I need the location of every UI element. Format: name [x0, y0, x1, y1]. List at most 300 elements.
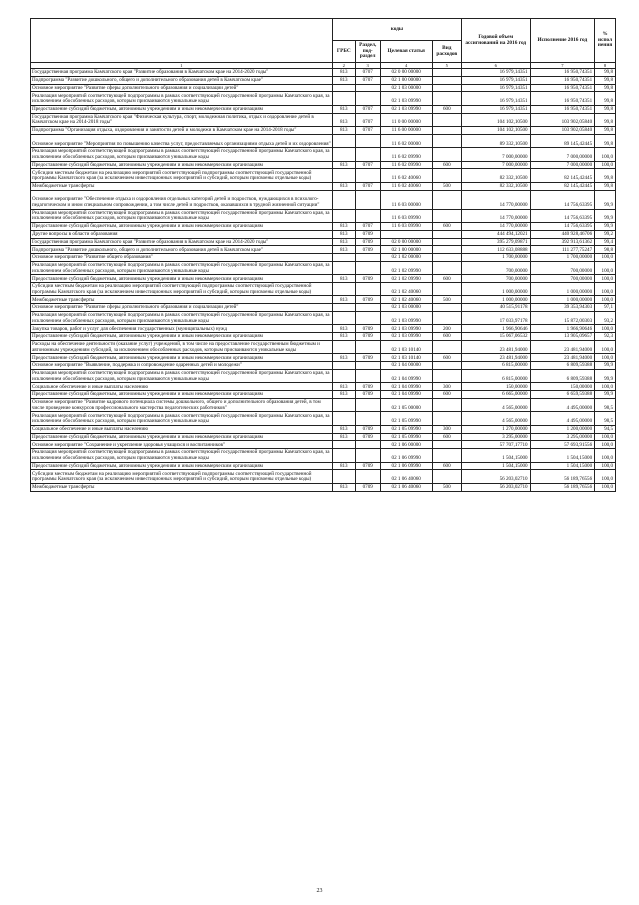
executed-amount-cell: 82 145,42445: [530, 182, 595, 190]
percent-cell: 100,0: [595, 449, 616, 462]
row-name-cell: Государственная программа Камчатского края "Развитие образования в Камчатском крае на 2014-2020 годы": [31, 69, 333, 77]
target-article-cell: 02 1 04 09990: [380, 383, 432, 391]
percent-cell: 100,0: [595, 462, 616, 470]
section-cell: [355, 304, 380, 312]
table-row: [31, 182, 616, 190]
target-article-cell: 02 1 05 09990: [380, 433, 432, 441]
target-article-cell: 02 1 03 09990: [380, 312, 432, 325]
annual-amount-cell: 16 979,14351: [461, 76, 530, 84]
percent-cell: 92,3: [595, 333, 616, 341]
row-name-cell: Другие вопросы в области образования: [31, 230, 333, 238]
executed-amount-cell: 1 700,00000: [530, 254, 595, 262]
expense-type-cell: [432, 92, 461, 105]
table-row: [31, 296, 616, 304]
section-cell: 0709: [355, 483, 380, 491]
target-article-cell: 02 1 00 00000: [380, 246, 432, 254]
percent-cell: 99,8: [595, 84, 616, 92]
row-name-cell: Подпрограмма "Развитие дошкольного, общего и дополнительного образования детей в Камчатском крае": [31, 76, 333, 84]
annual-amount-cell: 1 000,00000: [461, 283, 530, 296]
section-cell: 0709: [355, 462, 380, 470]
grbs-cell: 813: [332, 333, 355, 341]
section-header: Раздел, под-раздел: [355, 41, 380, 63]
expense-type-cell: [432, 470, 461, 483]
expense-type-cell: 300: [432, 425, 461, 433]
table-row: [31, 412, 616, 425]
grbs-cell: 813: [332, 238, 355, 246]
section-cell: 0707: [355, 105, 380, 113]
row-name-cell: Предоставление субсидий бюджетным, автономным учреждениям и иным некоммерческим организациям: [31, 391, 333, 399]
percent-cell: 94,5: [595, 425, 616, 433]
target-article-cell: 02 1 03 10140: [380, 341, 432, 354]
executed-amount-cell: 14 756,63395: [530, 209, 595, 222]
annual-amount-cell: 6 815,00000: [461, 370, 530, 383]
section-cell: [355, 261, 380, 274]
section-cell: 0709: [355, 425, 380, 433]
section-cell: 0709: [355, 246, 380, 254]
column-number: 8: [595, 63, 616, 69]
annual-amount-cell: 16 979,14351: [461, 92, 530, 105]
target-article-cell: 02 1 03 09990: [380, 333, 432, 341]
annual-amount-cell: 6 815,00000: [461, 362, 530, 370]
table-row: [31, 462, 616, 470]
section-cell: [355, 441, 380, 449]
row-name-cell: Подпрограмма "Развитие дошкольного, общего и дополнительного образования детей в Камчатском крае": [31, 246, 333, 254]
percent-cell: 100,0: [595, 354, 616, 362]
percent-cell: 99,9: [595, 222, 616, 230]
section-cell: [355, 84, 380, 92]
expense-type-cell: 600: [432, 354, 461, 362]
table-row: [31, 425, 616, 433]
section-cell: [355, 470, 380, 483]
executed-amount-cell: 16 950,74351: [530, 105, 595, 113]
section-cell: [355, 449, 380, 462]
target-article-cell: 02 1 03 09990: [380, 105, 432, 113]
table-row: [31, 222, 616, 230]
expense-type-cell: [432, 238, 461, 246]
expense-type-cell: 500: [432, 182, 461, 190]
percent-cell: 99,8: [595, 169, 616, 182]
row-name-cell: Реализация мероприятий соответствующей подпрограммы в рамках соответствующей государственной программы Камчатского края, за исключением обособленных расходов, которым присваиваются уникальные коды: [31, 449, 333, 462]
annual-amount-cell: 4 565,00000: [461, 412, 530, 425]
executed-amount-cell: 57 693,91556: [530, 441, 595, 449]
row-name-cell: Предоставление субсидий бюджетным, автономным учреждениям и иным некоммерческим организациям: [31, 354, 333, 362]
target-article-cell: 11 6 02 09990: [380, 161, 432, 169]
annual-amount-cell: 1 504,15000: [461, 449, 530, 462]
section-cell: [355, 190, 380, 209]
executed-amount-cell: 6 809,59388: [530, 362, 595, 370]
section-cell: 0709: [355, 275, 380, 283]
percent-cell: 100,0: [595, 341, 616, 354]
percent-cell: 99,9: [595, 190, 616, 209]
grbs-cell: [332, 362, 355, 370]
annual-amount-cell: 104 102,10500: [461, 126, 530, 134]
target-article-cell: 02 1 05 09990: [380, 412, 432, 425]
page-number: 23: [316, 888, 323, 894]
codes-header: коды: [332, 19, 461, 41]
table-row: [31, 238, 616, 246]
percent-cell: 99,9: [595, 370, 616, 383]
target-article-cell: 11 6 00 00000: [380, 126, 432, 134]
table-row: [31, 441, 616, 449]
row-name-cell: Реализация мероприятий соответствующей подпрограммы в рамках соответствующей государственной программы Камчатского края, за исключением обособленных расходов, которым присваиваются уникальные коды: [31, 209, 333, 222]
expense-type-cell: [432, 441, 461, 449]
expense-type-cell: [432, 449, 461, 462]
expense-type-cell: 500: [432, 296, 461, 304]
executed-amount-cell: 1 966,90646: [530, 325, 595, 333]
target-article-cell: 02 1 00 00000: [380, 76, 432, 84]
percent-cell: 100,0: [595, 433, 616, 441]
table-row: [31, 370, 616, 383]
row-name-cell: Межбюджетные трансферты: [31, 182, 333, 190]
grbs-cell: [332, 261, 355, 274]
row-name-cell: Основное мероприятие "Развитие кадрового потенциала системы дошкольного, общего и дополнительного образования детей, в том числе проведение конкурсов профессионального мастерства педагогических работников": [31, 399, 333, 412]
annual-amount-cell: 1 000,00000: [461, 296, 530, 304]
annual-amount-cell: 16 979,14351: [461, 84, 530, 92]
percent-cell: 100,0: [595, 254, 616, 262]
row-name-cell: Основное мероприятие "Сохранение и укрепление здоровья учащихся и воспитанников": [31, 441, 333, 449]
section-cell: 0707: [355, 182, 380, 190]
executed-amount-cell: 1 000,00000: [530, 296, 595, 304]
section-cell: 0709: [355, 230, 380, 238]
section-cell: [355, 254, 380, 262]
executed-amount-cell: 39 353,94303: [530, 304, 595, 312]
table-row: [31, 304, 616, 312]
grbs-cell: 813: [332, 433, 355, 441]
grbs-cell: 813: [332, 483, 355, 491]
executed-amount-cell: 23 481,94000: [530, 341, 595, 354]
executed-amount-cell: 89 145,42445: [530, 134, 595, 147]
row-name-cell: Субсидии местным бюджетам на реализацию мероприятий соответствующей подпрограммы соответствующей государственной программы Камчатского края (за исключением инвестиционных мероприятий и субсидий, которым присвоены отдельные коды): [31, 283, 333, 296]
expense-type-cell: [432, 69, 461, 77]
grbs-cell: 813: [332, 425, 355, 433]
percent-cell: 99,4: [595, 238, 616, 246]
expense-type-cell: [432, 113, 461, 126]
percent-cell: 99,8: [595, 113, 616, 126]
expense-type-cell: [432, 84, 461, 92]
annual-amount-cell: 6 665,00000: [461, 391, 530, 399]
annual-amount-cell: 17 033,97178: [461, 312, 530, 325]
table-row: [31, 161, 616, 169]
table-row: [31, 230, 616, 238]
table-row: [31, 399, 616, 412]
percent-cell: 98,5: [595, 412, 616, 425]
section-cell: [355, 399, 380, 412]
annual-amount-cell: 40 515,91178: [461, 304, 530, 312]
executed-amount-cell: 700,00000: [530, 261, 595, 274]
executed-amount-cell: 14 756,63395: [530, 190, 595, 209]
expense-type-cell: [432, 370, 461, 383]
target-article-cell: 02 1 02 09990: [380, 275, 432, 283]
target-article-cell: 11 6 02 40060: [380, 182, 432, 190]
target-article-cell: 11 6 02 40060: [380, 169, 432, 182]
table-row: [31, 254, 616, 262]
row-name-cell: Межбюджетные трансферты: [31, 483, 333, 491]
expense-type-cell: [432, 230, 461, 238]
percent-cell: 100,0: [595, 161, 616, 169]
grbs-cell: 813: [332, 230, 355, 238]
target-article-cell: 11 6 03 00000: [380, 190, 432, 209]
grbs-cell: [332, 283, 355, 296]
section-cell: 0709: [355, 433, 380, 441]
target-article-cell: [380, 230, 432, 238]
expense-type-cell: [432, 304, 461, 312]
grbs-cell: [332, 470, 355, 483]
table-row: [31, 69, 616, 77]
grbs-cell: 813: [332, 113, 355, 126]
grbs-cell: 813: [332, 391, 355, 399]
executed-amount-cell: 82 145,42445: [530, 169, 595, 182]
row-name-cell: Государственная программа Камчатского края "Физическая культура, спорт, молодежная политика, отдых и оздоровление детей в Камчатском крае на 2014-2018 годы": [31, 113, 333, 126]
column-number: 5: [432, 63, 461, 69]
section-cell: 0709: [355, 391, 380, 399]
target-article-cell: 11 0 00 00000: [380, 113, 432, 126]
target-article-cell: 02 1 06 00000: [380, 441, 432, 449]
annual-amount-cell: 1 700,00000: [461, 254, 530, 262]
executed-amount-cell: 392 913,61362: [530, 238, 595, 246]
percent-cell: 93,2: [595, 312, 616, 325]
percent-cell: 99,8: [595, 69, 616, 77]
annual-amount-cell: 3 295,00000: [461, 433, 530, 441]
executed-amount-cell: 440 928,46706: [530, 230, 595, 238]
target-article-cell: 02 0 00 00000: [380, 238, 432, 246]
table-row: [31, 312, 616, 325]
row-name-cell: Предоставление субсидий бюджетным, автономным учреждениям и иным некоммерческим организациям: [31, 222, 333, 230]
table-row: [31, 383, 616, 391]
target-article-cell: 11 6 03 09990: [380, 222, 432, 230]
table-row: [31, 433, 616, 441]
section-cell: 0709: [355, 238, 380, 246]
grbs-cell: [332, 148, 355, 161]
column-number: 3: [355, 63, 380, 69]
table-row: [31, 84, 616, 92]
expense-type-cell: [432, 412, 461, 425]
executed-amount-cell: 1 504,15000: [530, 449, 595, 462]
section-cell: 0707: [355, 161, 380, 169]
target-header: Целевая статья: [380, 41, 432, 63]
table-row: [31, 113, 616, 126]
name-column-header: [31, 19, 333, 63]
row-name-cell: Государственная программа Камчатского края "Развитие образования в Камчатском крае на 2014-2020 годы": [31, 238, 333, 246]
target-article-cell: 02 1 04 00000: [380, 362, 432, 370]
annual-amount-cell: 57 707,17710: [461, 441, 530, 449]
section-cell: 0707: [355, 69, 380, 77]
column-number: 4: [380, 63, 432, 69]
grbs-cell: [332, 312, 355, 325]
grbs-cell: [332, 449, 355, 462]
annual-amount-cell: 150,00000: [461, 383, 530, 391]
section-cell: [355, 92, 380, 105]
executed-amount-cell: 16 950,74351: [530, 84, 595, 92]
grbs-cell: [332, 341, 355, 354]
table-row: [31, 470, 616, 483]
percent-cell: 99,9: [595, 209, 616, 222]
expense-type-cell: [432, 76, 461, 84]
row-name-cell: Основное мероприятие "Выявление, поддержка и сопровождение одаренных детей и молодежи": [31, 362, 333, 370]
table-row: [31, 246, 616, 254]
annual-amount-cell: 1 966,90646: [461, 325, 530, 333]
executed-amount-cell: 16 950,74351: [530, 76, 595, 84]
annual-amount-cell: 112 633,08888: [461, 246, 530, 254]
expense-type-cell: [432, 254, 461, 262]
percent-cell: 100,0: [595, 148, 616, 161]
grbs-cell: [332, 134, 355, 147]
column-number: 2: [332, 63, 355, 69]
percent-cell: 99,8: [595, 76, 616, 84]
grbs-cell: 813: [332, 296, 355, 304]
table-row: [31, 333, 616, 341]
section-cell: [355, 283, 380, 296]
annual-amount-cell: 23 481,94000: [461, 354, 530, 362]
target-article-cell: 02 1 03 09990: [380, 325, 432, 333]
expense-type-cell: 500: [432, 483, 461, 491]
annual-amount-cell: 82 332,10500: [461, 169, 530, 182]
annual-amount-cell: 16 979,14351: [461, 105, 530, 113]
grbs-cell: 813: [332, 76, 355, 84]
grbs-cell: [332, 412, 355, 425]
expense-type-cell: 200: [432, 325, 461, 333]
executed-amount-cell: 6 659,59388: [530, 391, 595, 399]
section-cell: [355, 312, 380, 325]
target-article-cell: 02 1 02 40060: [380, 296, 432, 304]
row-name-cell: Подпрограмма "Организация отдыха, оздоровления и занятости детей и молодежи в Камчатском крае на 2014-2018 годы": [31, 126, 333, 134]
annual-amount-cell: 104 102,10500: [461, 113, 530, 126]
executed-amount-cell: 56 189,76556: [530, 483, 595, 491]
annual-amount-cell: 82 332,10500: [461, 182, 530, 190]
column-number: 7: [530, 63, 595, 69]
annual-amount-cell: 7 000,00000: [461, 148, 530, 161]
grbs-cell: 813: [332, 161, 355, 169]
row-name-cell: Предоставление субсидий бюджетным, автономным учреждениям и иным некоммерческим организациям: [31, 105, 333, 113]
executed-amount-cell: 6 809,59388: [530, 370, 595, 383]
grbs-cell: [332, 84, 355, 92]
annual-amount-cell: 700,00000: [461, 275, 530, 283]
row-name-cell: Основное мероприятие "Развитие общего образования": [31, 254, 333, 262]
annual-amount-cell: 1 504,15000: [461, 462, 530, 470]
expense-type-cell: [432, 148, 461, 161]
grbs-cell: [332, 254, 355, 262]
expense-type-cell: [432, 362, 461, 370]
grbs-cell: [332, 92, 355, 105]
target-article-cell: 02 1 03 09990: [380, 92, 432, 105]
column-number: 6: [461, 63, 530, 69]
row-name-cell: Основное мероприятие "Развитие сферы дополнительного образования и социализации детей": [31, 304, 333, 312]
row-name-cell: Предоставление субсидий бюджетным, автономным учреждениям и иным некоммерческим организациям: [31, 275, 333, 283]
row-name-cell: Реализация мероприятий соответствующей подпрограммы в рамках соответствующей государственной программы Камчатского края, за исключением обособленных расходов, которым присваиваются уникальные коды: [31, 370, 333, 383]
section-cell: 0707: [355, 76, 380, 84]
grbs-cell: 813: [332, 105, 355, 113]
row-name-cell: Социальное обеспечение и иные выплаты населению: [31, 383, 333, 391]
row-name-cell: Основное мероприятие "Мероприятия по повышению качества услуг, предоставляемых организациями отдыха детей и их оздоровления": [31, 134, 333, 147]
row-name-cell: Реализация мероприятий соответствующей подпрограммы в рамках соответствующей государственной программы Камчатского края, за исключением обособленных расходов, которым присваиваются уникальные коды: [31, 92, 333, 105]
annual-amount-cell: 23 481,94000: [461, 341, 530, 354]
row-name-cell: Предоставление субсидий бюджетным, автономным учреждениям и иным некоммерческим организациям: [31, 161, 333, 169]
executed-amount-cell: 150,00000: [530, 383, 595, 391]
annual-amount-cell: 56 203,02710: [461, 483, 530, 491]
grbs-cell: [332, 304, 355, 312]
target-article-cell: 02 1 05 00000: [380, 399, 432, 412]
grbs-cell: 813: [332, 325, 355, 333]
annual-amount-cell: 7 000,00000: [461, 161, 530, 169]
exp-type-header: Вид расходов: [432, 41, 461, 63]
annual-amount-cell: 16 979,14351: [461, 69, 530, 77]
expense-type-cell: [432, 283, 461, 296]
table-row: [31, 169, 616, 182]
row-name-cell: Субсидии местным бюджетам на реализацию мероприятий соответствующей подпрограммы соответствующей государственной программы Камчатского края (за исключением инвестиционных мероприятий и субсидий, которым присвоены отдельные коды): [31, 169, 333, 182]
executed-amount-cell: 15 872,00303: [530, 312, 595, 325]
executed-amount-cell: 3 295,00000: [530, 433, 595, 441]
target-article-cell: 02 1 06 40060: [380, 483, 432, 491]
expense-type-cell: [432, 261, 461, 274]
table-row: [31, 354, 616, 362]
percent-cell: 99,9: [595, 362, 616, 370]
row-name-cell: Предоставление субсидий бюджетным, автономным учреждениям и иным некоммерческим организациям: [31, 333, 333, 341]
row-name-cell: Межбюджетные трансферты: [31, 296, 333, 304]
target-article-cell: 02 1 02 00000: [380, 254, 432, 262]
percent-cell: 100,0: [595, 296, 616, 304]
section-cell: 0709: [355, 383, 380, 391]
target-article-cell: 11 6 02 00000: [380, 134, 432, 147]
target-article-cell: 02 1 05 09990: [380, 425, 432, 433]
grbs-cell: 813: [332, 354, 355, 362]
expense-type-cell: [432, 312, 461, 325]
annual-amount-cell: 444 494,12021: [461, 230, 530, 238]
percent-cell: 98,8: [595, 246, 616, 254]
executed-amount-cell: 103 902,05840: [530, 113, 595, 126]
row-name-cell: Основное мероприятие "Развитие сферы дополнительного образования и социализации детей": [31, 84, 333, 92]
annual-amount-cell: 14 770,00000: [461, 190, 530, 209]
table-row: [31, 362, 616, 370]
section-cell: [355, 412, 380, 425]
table-row: [31, 126, 616, 134]
percent-cell: 100,0: [595, 325, 616, 333]
section-cell: 0707: [355, 113, 380, 126]
grbs-cell: [332, 190, 355, 209]
grbs-cell: 813: [332, 383, 355, 391]
grbs-cell: 813: [332, 246, 355, 254]
annual-amount-cell: 14 770,00000: [461, 222, 530, 230]
annual-amount-cell: 700,00000: [461, 261, 530, 274]
executed-amount-cell: 7 000,00000: [530, 161, 595, 169]
grbs-cell: [332, 209, 355, 222]
target-article-cell: 02 1 04 09990: [380, 370, 432, 383]
target-article-cell: 02 1 06 09990: [380, 462, 432, 470]
section-cell: 0709: [355, 354, 380, 362]
grbs-cell: 813: [332, 462, 355, 470]
target-article-cell: 02 1 04 09990: [380, 391, 432, 399]
grbs-cell: 813: [332, 182, 355, 190]
row-name-cell: Предоставление субсидий бюджетным, автономным учреждениям и иным некоммерческим организациям: [31, 433, 333, 441]
percent-cell: 100,0: [595, 383, 616, 391]
percent-cell: 100,0: [595, 441, 616, 449]
executed-amount-cell: 103 902,05840: [530, 126, 595, 134]
percent-cell: 100,0: [595, 483, 616, 491]
annual-amount-cell: 395 279,09871: [461, 238, 530, 246]
expense-type-cell: 300: [432, 383, 461, 391]
executed-amount-cell: 16 950,74351: [530, 69, 595, 77]
expense-type-cell: 600: [432, 433, 461, 441]
column-number: 1: [31, 63, 333, 69]
target-article-cell: 02 1 06 40060: [380, 470, 432, 483]
expense-type-cell: 600: [432, 275, 461, 283]
expense-type-cell: [432, 190, 461, 209]
section-cell: [355, 362, 380, 370]
section-cell: [355, 148, 380, 161]
row-name-cell: Реализация мероприятий соответствующей подпрограммы в рамках соответствующей государственной программы Камчатского края, за исключением обособленных расходов, которым присваиваются уникальные коды: [31, 412, 333, 425]
expense-type-cell: 600: [432, 333, 461, 341]
percent-cell: 98,5: [595, 399, 616, 412]
section-cell: 0707: [355, 126, 380, 134]
expense-type-cell: 600: [432, 222, 461, 230]
